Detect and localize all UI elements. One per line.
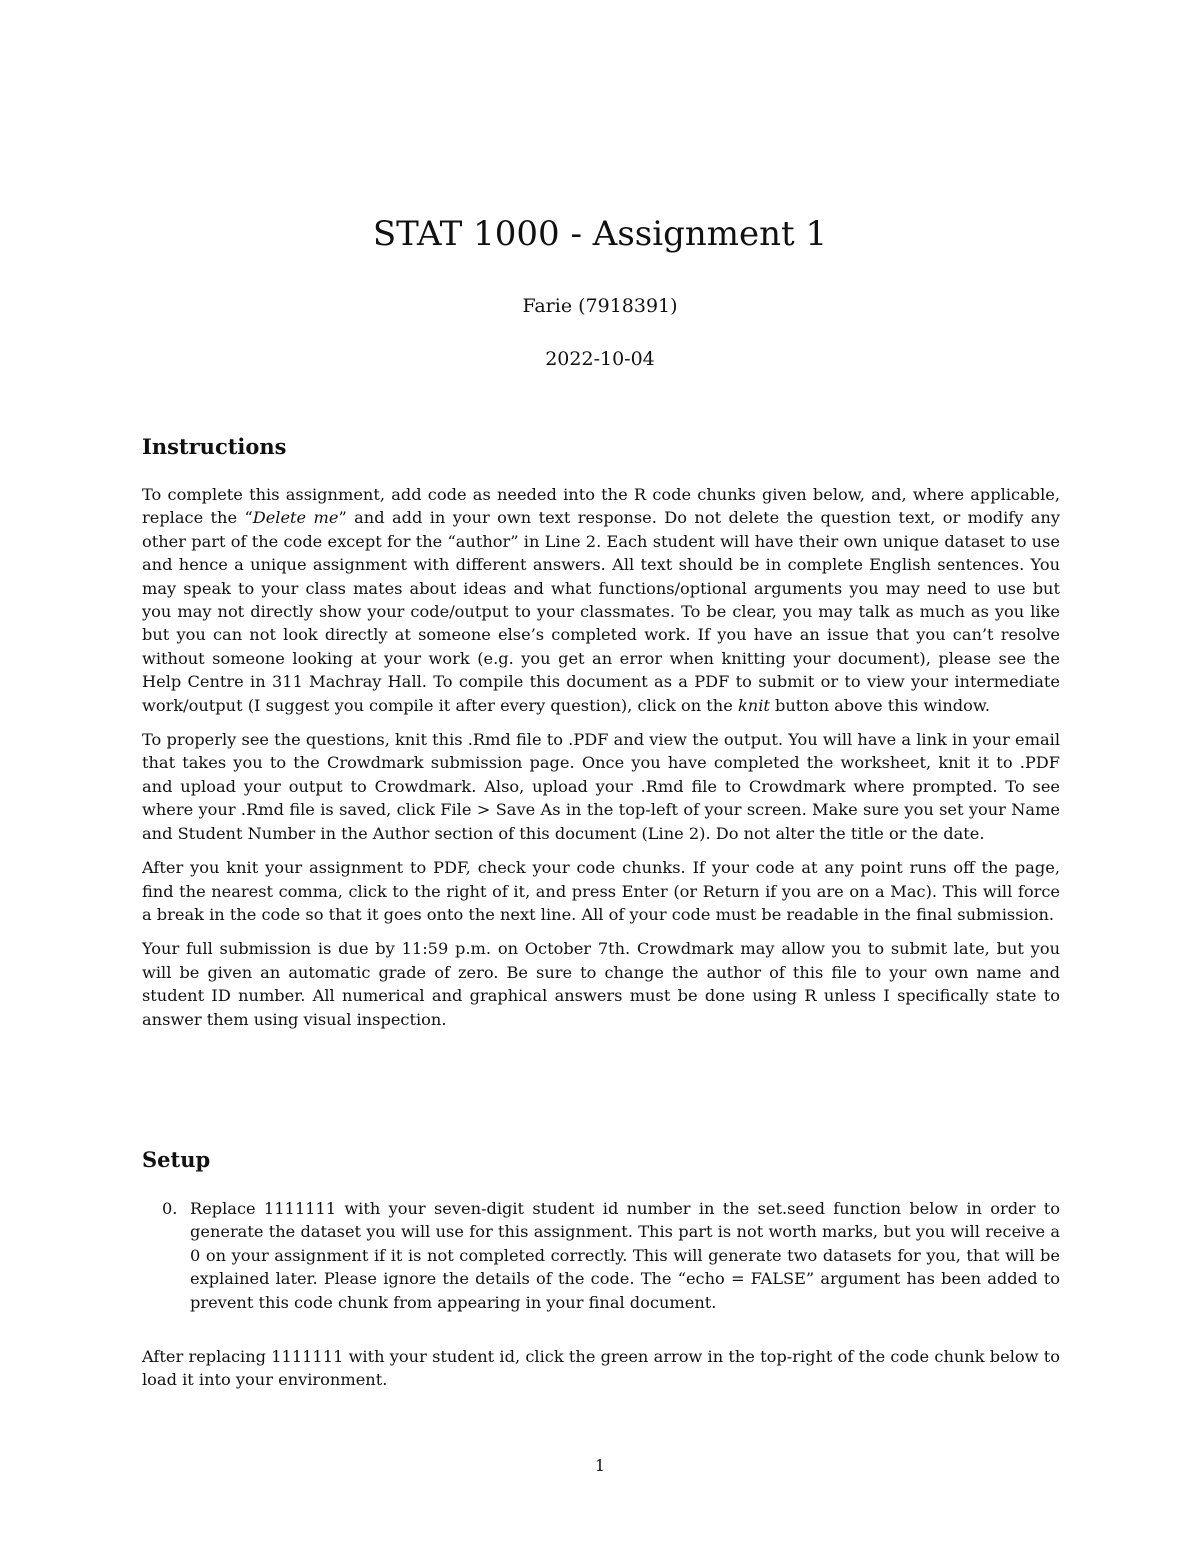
setup-item-text: Replace 1111111 with your seven-digit student id number in the set.seed function below in order to generate the dataset you will use for this assignment. This part is not worth marks, but you will receive a 0 on your assignment if it is not completed correctly. This will generate two datasets for you, that will be explained later. Please ignore the details of the code. The “echo = FALSE” argument has been added to prevent this code chunk from appearing in your final document. (190, 1199, 1060, 1312)
setup-heading: Setup (142, 1147, 211, 1172)
document-date: 2022-10-04 (545, 348, 655, 370)
instructions-paragraph-1 (142, 483, 1060, 717)
instructions-body (142, 483, 1060, 1031)
instructions-p1-emphasis-knit: knit (737, 695, 770, 715)
document-author: Farie (7918391) (522, 295, 678, 317)
document-title: STAT 1000 - Assignment 1 (372, 214, 828, 254)
instructions-paragraph-2: To properly see the questions, knit this .Rmd file to .PDF and view the output. You will have a link in your email that takes you to the Crowdmark submission page. Once you have completed the worksheet, knit it to .PDF and upload your output to Crowdmark. Also, upload your .Rmd file to Crowdmark where prompted. To see where your .Rmd file is saved, click File > Save As in the top-left of your screen. Make sure you set your Name and Student Number in the Author section of this document (Line 2). Do not alter the title or the date. (142, 730, 1060, 843)
instructions-p1-emphasis-delete-me: Delete me (252, 508, 339, 528)
instructions-paragraph-3: After you knit your assignment to PDF, check your code chunks. If your code at any point runs off the page, find the nearest comma, click to the right of it, and press Enter (or Return if you are on a Mac). This will force a break in the code so that it goes onto the next line. All of your code must be readable in the final submission. (142, 858, 1060, 924)
instructions-p1-part-b: ” and add in your own text response. Do not delete the question text, or modify any other part of the code except for the “author” in Line 2. Each student will have their own unique dataset to use and hence a unique assignment with different answers. All text should be in complete English sentences. You may speak to your class mates about ideas and what functions/optional arguments you may need to use but you may not directly show your code/output to your classmates. To be clear, you may talk as much as you like but you can not look directly at someone else’s completed work. If you have an issue that you can’t resolve without someone looking at your work (e.g. you get an error when knitting your document), please see the Help Centre in 311 Machray Hall. To compile this document as a PDF to submit or to view your intermediate work/output (I suggest you compile it after every question), click on the (142, 508, 1061, 715)
setup-after-text: After replacing 1111111 with your student id, click the green arrow in the top-right of the code chunk below to load it into your environment. (142, 1347, 1060, 1390)
instructions-p1-part-a: To complete this assignment, add code as needed into the R code chunks given below, and, where applicable, replace the “ (142, 485, 1060, 528)
setup-list-item (162, 1197, 1060, 1314)
page-number: 1 (594, 1456, 606, 1475)
setup-item-number: 0. (162, 1199, 178, 1218)
instructions-heading: Instructions (142, 434, 287, 459)
instructions-p1-part-c: button above this window. (769, 695, 990, 715)
instructions-paragraph-4: Your full submission is due by 11:59 p.m. on October 7th. Crowdmark may allow you to submit late, but you will be given an automatic grade of zero. Be sure to change the author of this file to your own name and student ID number. All numerical and graphical answers must be done using R unless I specifically state to answer them using visual inspection. (142, 939, 1060, 1029)
